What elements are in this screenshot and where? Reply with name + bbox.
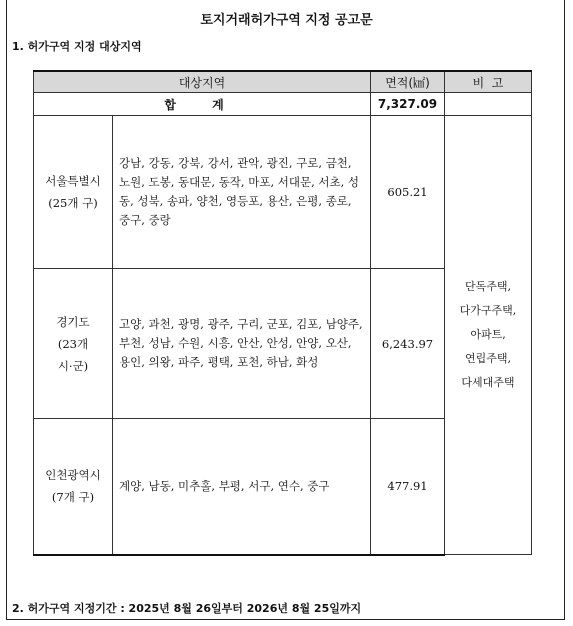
region-line: 인천광역시 (45, 468, 101, 483)
region-line: (7개 구) (51, 490, 95, 505)
region-name (34, 116, 113, 269)
note-line: 다가구주택, (459, 304, 517, 317)
section-1-heading: 1. 허가구역 지정 대상지역 (12, 40, 142, 53)
header-area: 면적(㎢) (371, 71, 445, 93)
total-row (34, 93, 532, 116)
note-cell (445, 116, 532, 555)
note-line: 다세대주택 (461, 376, 515, 389)
table-header-row (34, 71, 532, 93)
region-name (34, 419, 113, 555)
district-list: 고양, 과천, 광명, 광주, 구리, 군포, 김포, 남양주, 부천, 성남, 수원, 시흥, 안산, 안성, 안양, 오산, 용인, 의왕, 파주, 평택, 포천, 하남, 화성 (113, 269, 371, 419)
region-line: (25개 구) (48, 196, 98, 210)
header-note: 비 고 (445, 71, 532, 93)
note-line: 단독주택, (464, 280, 511, 293)
district-list: 강남, 강동, 강북, 강서, 관악, 광진, 구로, 금천, 노원, 도봉, 동대문, 동작, 마포, 서대문, 서초, 성동, 성북, 송파, 양천, 영등포, 용산, 은평, 종로, 중구, 중랑 (113, 116, 371, 269)
region-area: 477.91 (371, 419, 445, 555)
section-2-period: 2. 허가구역 지정기간 : 2025년 8월 26일부터 2026년 8월 25일까지 (12, 602, 362, 615)
region-line: 경기도 (56, 314, 90, 329)
region-line: (23개 (57, 336, 89, 351)
header-region: 대상지역 (34, 71, 371, 93)
document-title: 토지거래허가구역 지정 공고문 (200, 13, 373, 28)
total-label: 합 계 (34, 93, 371, 116)
region-line: 서울특별시 (45, 174, 101, 188)
table-row (34, 116, 532, 269)
note-line: 연립주택, (464, 352, 511, 365)
note-line: 아파트, (470, 328, 506, 341)
region-name (34, 269, 113, 419)
region-area: 6,243.97 (371, 269, 445, 419)
total-note-cell (445, 93, 532, 116)
district-list: 계양, 남동, 미추홀, 부평, 서구, 연수, 중구 (113, 419, 371, 555)
total-value: 7,327.09 (371, 93, 445, 116)
region-line: 시·군) (57, 358, 89, 373)
region-area: 605.21 (371, 116, 445, 269)
target-area-table (33, 70, 532, 556)
